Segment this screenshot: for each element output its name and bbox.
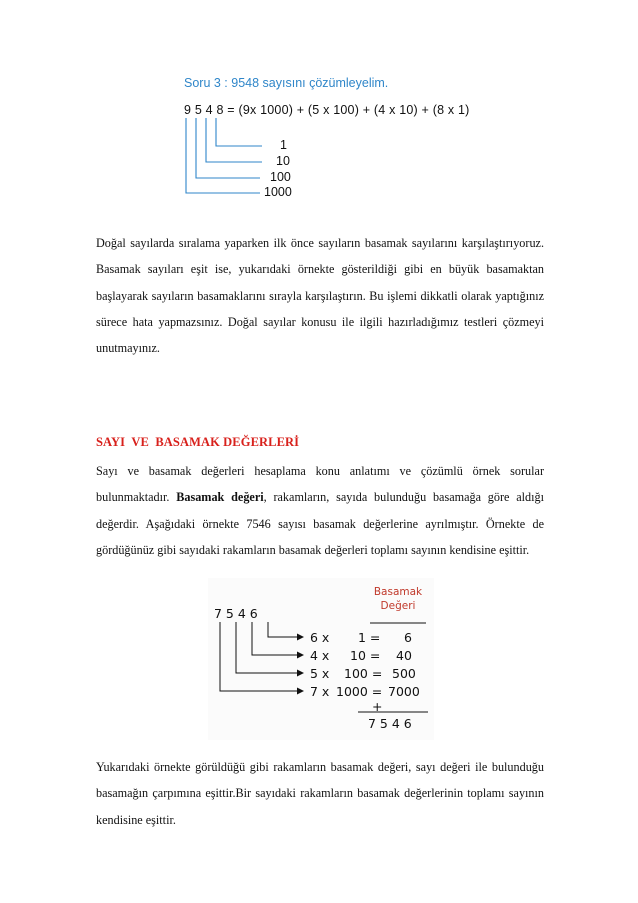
question-prefix: Soru 3 : [184, 76, 228, 90]
paragraph-ordering: Doğal sayılarda sıralama yaparken ilk önce sayıların basamak sayılarını karşılaştırıyoruz. Basamak sayıları eşit ise, yukarıdaki örnekte gösterildiği gibi en büyük basamaktan başlayarak sayıların basamaklarını sırayla karşılaştırın. Bu işlemi dikkatli olarak yaptığınız sürece hata yapmazsınız. Doğal sayılar konusu ile ilgili hazırladığımız testleri çözmeyi unutmayınız. [96, 236, 544, 356]
section-heading: SAYI VE BASAMAK DEĞERLERİ [96, 435, 300, 449]
sum-total: 7 5 4 6 [368, 716, 412, 731]
paragraph2-part2: , rakamların, sayıda bulunduğu basamağa göre aldığı değerdir. Aşağıdaki örnekte 7546 sayısı basamak değerlerine ayrılmıştır. Örnekte de gördüğünüz gibi sayıdaki rakamların basamak değerleri toplamı sayının kendisine eşittir. [96, 490, 545, 557]
paragraph2-bold-term: Basamak değeri [176, 490, 264, 505]
place-value-figure-7546 [208, 578, 434, 740]
decomposition-figure-9548 [176, 68, 476, 198]
place-value-1: 1 [280, 138, 287, 152]
row4-place: 1000 = [336, 684, 383, 699]
paragraph-place-value [96, 458, 544, 563]
paragraph2-part1: Sayı ve basamak değerleri hesaplama konu anlatımı ve çözümlü örnek sorular bulunmaktadır. [96, 464, 544, 505]
row1-place: 1 = [358, 630, 381, 645]
row4-value: 7000 [388, 684, 420, 699]
decomposition-equation: 9 5 4 8 = (9x 1000) + (5 x 100) + (4 x 10) + (8 x 1) [184, 103, 470, 117]
paragraph-conclusion: Yukarıdaki örnekte görüldüğü gibi rakamların basamak değeri, sayı değeri ile bulunduğu basamağın çarpımına eşittir.Bir sayıdaki rakamların basamak değerlerinin toplamı sayının kendisine eşittir. [96, 760, 544, 827]
header-basamak: Basamak [373, 586, 423, 598]
row4-digit: 7 x [310, 684, 330, 699]
number-7546: 7 5 4 6 [214, 606, 258, 621]
row1-value: 6 [404, 630, 412, 645]
question-line [184, 76, 388, 90]
row3-place: 100 = [344, 666, 383, 681]
row2-digit: 4 x [310, 648, 330, 663]
question-text: 9548 sayısını çözümleyelim. [231, 76, 389, 90]
place-value-1000: 1000 [264, 185, 292, 199]
row3-digit: 5 x [310, 666, 330, 681]
row2-value: 40 [396, 648, 412, 663]
place-value-10: 10 [276, 154, 290, 168]
row1-digit: 6 x [310, 630, 330, 645]
place-value-100: 100 [270, 170, 291, 184]
row3-value: 500 [392, 666, 416, 681]
header-degeri: Değeri [380, 600, 416, 612]
plus-sign: + [372, 699, 383, 714]
row2-place: 10 = [350, 648, 381, 663]
